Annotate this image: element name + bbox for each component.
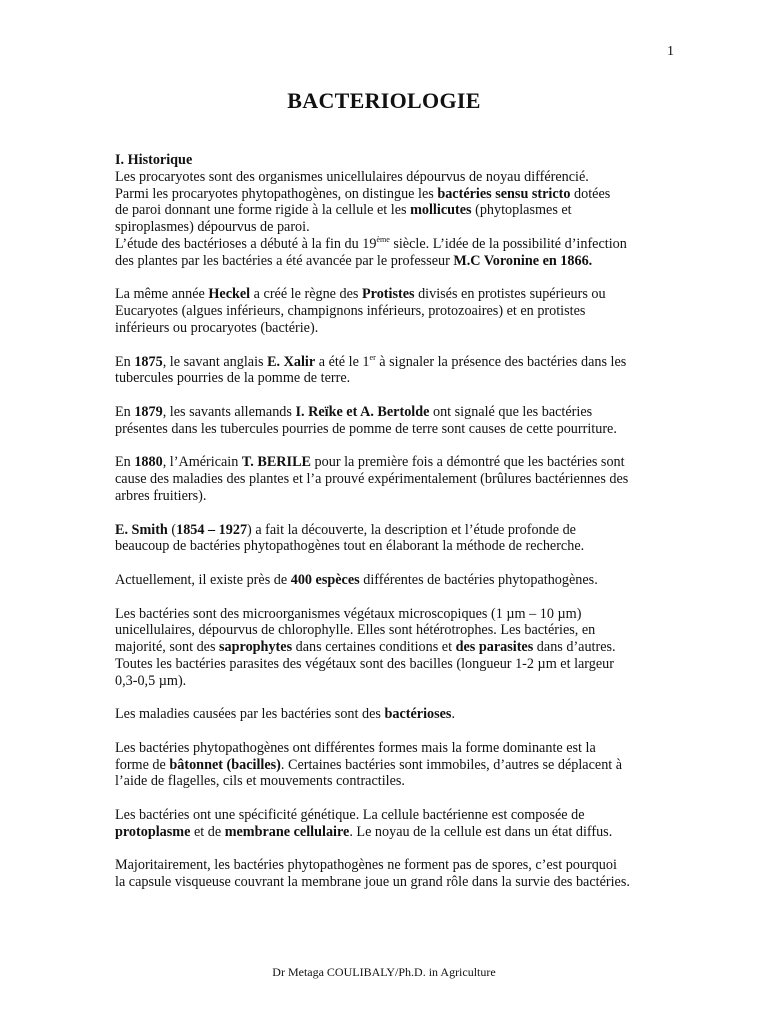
text-run: Les maladies causées par les bactéries sont des	[115, 706, 385, 723]
text-line	[115, 522, 680, 539]
text-line: spiroplasmes) dépourvus de paroi.	[115, 219, 310, 236]
bold-term: membrane cellulaire	[224, 823, 350, 840]
text-run: . Le noyau de la cellule est dans un état diffus.	[349, 823, 613, 840]
text-run: a créé le règne des	[250, 286, 362, 303]
page-number: 1	[667, 44, 674, 59]
text-run: dans certaines conditions et	[292, 639, 456, 656]
text-run: , les savants allemands	[162, 403, 296, 420]
text-line: beaucoup de bactéries phytopathogènes tout en élaborant la méthode de recherche.	[115, 538, 585, 555]
bold-term: bactérioses	[384, 706, 452, 723]
text-line: Majoritairement, les bactéries phytopathogènes ne forment pas de spores, c’est pourquoi	[115, 857, 617, 874]
text-line: inférieurs ou procaryotes (bactérie).	[115, 319, 319, 336]
bold-term: 1854 – 1927	[176, 521, 248, 538]
paragraph-historique	[115, 152, 680, 270]
text-line: l’aide de flagelles, cils et mouvements contractiles.	[115, 773, 405, 790]
bold-term: Heckel	[208, 286, 251, 303]
text-line: Les bactéries phytopathogènes ont différentes formes mais la forme dominante est la	[115, 739, 596, 756]
text-line: Eucaryotes (algues inférieurs, champignons inférieurs, protozoaires) et en protistes	[115, 303, 586, 320]
text-line: Les bactéries ont une spécificité génétique. La cellule bactérienne est composée de	[115, 807, 585, 824]
text-line	[115, 286, 680, 303]
paragraph-genetique	[115, 807, 680, 841]
bold-term: bactéries sensu stricto	[437, 185, 571, 202]
text-line: Toutes les bactéries parasites des végétaux sont des bacilles (longueur 1-2 µm et largeur	[115, 655, 614, 672]
text-run: dotées	[570, 185, 611, 202]
paragraph-heckel	[115, 286, 680, 336]
paragraph-1880	[115, 454, 680, 504]
text-run: à signaler la présence des bactéries dans les	[375, 353, 627, 370]
text-run: La même année	[115, 286, 209, 303]
paragraph-microorganismes	[115, 606, 680, 690]
text-line	[115, 824, 680, 841]
text-line	[115, 639, 680, 656]
bold-term: protoplasme	[115, 823, 191, 840]
paragraph-formes	[115, 740, 680, 790]
bold-term: des parasites	[455, 639, 534, 656]
text-line	[115, 186, 680, 203]
bold-term: saprophytes	[219, 639, 293, 656]
text-line	[115, 454, 680, 471]
text-line: arbres fruitiers).	[115, 487, 207, 504]
text-line: Les procaryotes sont des organismes unicellulaires dépourvus de noyau différencié.	[115, 168, 589, 185]
bold-term: mollicutes	[410, 202, 472, 219]
text-run: En	[115, 454, 135, 471]
text-line	[115, 404, 680, 421]
text-run: ont signalé que les bactéries	[429, 403, 593, 420]
text-line	[115, 236, 680, 253]
text-run: L’étude des bactérioses a débuté à la fin du 19	[115, 235, 377, 252]
text-run: dans d’autres.	[533, 639, 616, 656]
bold-term: 400 espèces	[290, 571, 360, 588]
bold-term: 1879	[134, 403, 163, 420]
text-run: , l’Américain	[162, 454, 242, 471]
text-line	[115, 354, 680, 371]
text-line: présentes dans les tubercules pourries de pomme de terre sont causes de cette pourriture.	[115, 420, 617, 437]
page-title: BACTERIOLOGIE	[287, 88, 481, 113]
text-run: et de	[190, 823, 225, 840]
paragraph-spores	[115, 857, 680, 891]
paragraph-smith	[115, 522, 680, 556]
text-run: Actuellement, il existe près de	[115, 571, 291, 588]
text-run: majorité, sont des	[115, 639, 220, 656]
text-line	[115, 706, 680, 723]
text-run: .	[451, 706, 455, 723]
text-run: (	[167, 521, 177, 538]
text-run: . Certaines bactéries sont immobiles, d’autres se déplacent à	[280, 756, 623, 773]
text-line: Les bactéries sont des microorganismes végétaux microscopiques (1 µm – 10 µm)	[115, 605, 582, 622]
text-run: En	[115, 403, 135, 420]
text-line: unicellulaires, dépourvus de chlorophylle. Elles sont hétérotrophes. Les bactéries, en	[115, 622, 596, 639]
text-line	[115, 572, 680, 589]
text-run: forme de	[115, 756, 170, 773]
document-body	[115, 152, 680, 908]
section-heading: I. Historique	[115, 152, 193, 168]
text-run: Parmi les procaryotes phytopathogènes, on distingue les	[115, 185, 438, 202]
bold-term: M.C Voronine en 1866.	[453, 252, 593, 269]
superscript: ème	[376, 234, 390, 244]
text-run: a été le 1	[315, 353, 370, 370]
text-run: (phytoplasmes et	[471, 202, 572, 219]
bold-term: T. BERILE	[241, 454, 311, 471]
text-line: tubercules pourries de la pomme de terre.	[115, 370, 351, 387]
paragraph-1875	[115, 354, 680, 388]
bold-term: bâtonnet (bacilles)	[169, 756, 281, 773]
text-line: cause des maladies des plantes et l’a prouvé expérimentalement (brûlures bactériennes des	[115, 471, 629, 488]
page-footer: Dr Metaga COULIBALY/Ph.D. in Agriculture	[272, 965, 496, 979]
text-run: des plantes par les bactéries a été avancée par le professeur	[115, 252, 454, 269]
bold-term: E. Smith	[115, 521, 168, 538]
text-run: pour la première fois a démontré que les bactéries sont	[311, 454, 625, 471]
text-run: divisés en protistes supérieurs ou	[414, 286, 606, 303]
text-run: siècle. L’idée de la possibilité d’infection	[389, 235, 627, 252]
text-run: ) a fait la découverte, la description et l’étude profonde de	[247, 521, 576, 538]
bold-term: E. Xalir	[267, 353, 316, 370]
paragraph-1879	[115, 404, 680, 438]
bold-term: I. Reïke et A. Bertolde	[295, 403, 430, 420]
text-run: de paroi donnant une forme rigide à la cellule et les	[115, 202, 411, 219]
text-line: la capsule visqueuse couvrant la membrane joue un grand rôle dans la survie des bactéries.	[115, 874, 630, 891]
text-run: , le savant anglais	[162, 353, 268, 370]
text-run: En	[115, 353, 135, 370]
text-line: 0,3-0,5 µm).	[115, 672, 187, 689]
text-line	[115, 253, 680, 270]
bold-term: Protistes	[361, 286, 415, 303]
paragraph-especes	[115, 572, 680, 589]
superscript: er	[369, 352, 376, 362]
text-line	[115, 202, 680, 219]
bold-term: 1875	[134, 353, 163, 370]
bold-term: 1880	[134, 454, 163, 471]
text-run: différentes de bactéries phytopathogènes.	[359, 571, 598, 588]
text-line	[115, 757, 680, 774]
paragraph-bacterioses	[115, 706, 680, 723]
